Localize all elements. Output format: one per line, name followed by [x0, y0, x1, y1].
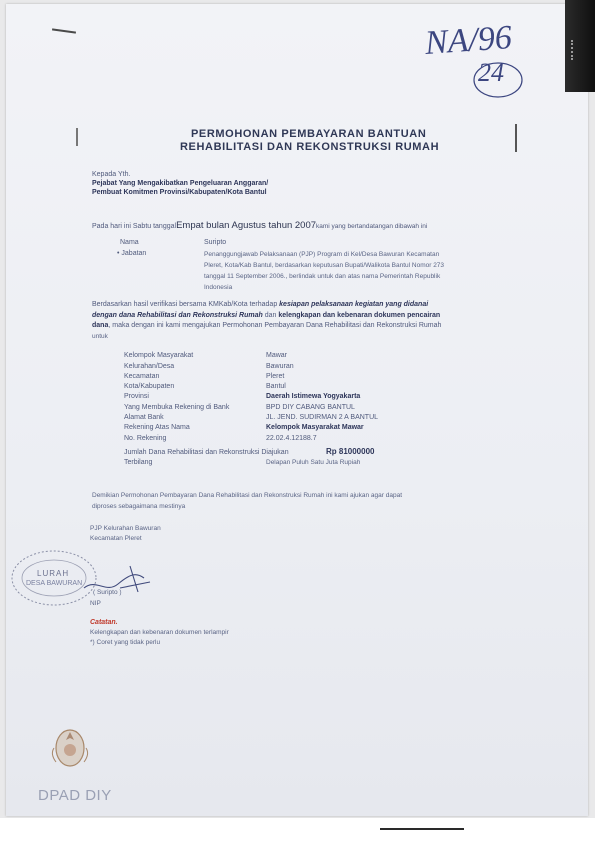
detail-value: Bantul [266, 383, 286, 390]
name-label: Nama [120, 239, 139, 246]
role-label-text: Jabatan [121, 250, 147, 257]
detail-value: JL. JEND. SUDIRMAN 2 A BANTUL [266, 414, 379, 421]
detail-value: Bawuran [266, 363, 294, 370]
body-text: Berdasarkan hasil verifikasi bersama KMKab/Kota terhadap [92, 301, 280, 308]
amount-label: Jumlah Dana Rehabilitasi dan Rekonstruksi Diajukan [124, 449, 289, 456]
notes-heading: Catatan. [90, 619, 118, 626]
signature-line-2: Kecamatan Pleret [90, 535, 142, 542]
body-emphasis: kelengkapan dan kebenaran dokumen pencairan [278, 312, 441, 319]
notes-line-1: Kelengkapan dan kebenaran dokumen terlampir [90, 629, 229, 636]
title-line-1: PERMOHONAN PEMBAYARAN BANTUAN [191, 128, 427, 140]
body-line-3 [92, 322, 441, 329]
signature-line-1: PJP Kelurahan Bawuran [90, 525, 161, 532]
bottom-margin [0, 818, 595, 842]
detail-value: BPD DIY CABANG BANTUL [266, 404, 355, 411]
scan-mark [76, 128, 78, 146]
handwritten-code: NA/96 [423, 19, 514, 62]
scan-mark [515, 124, 517, 152]
body-line-2 [92, 312, 440, 319]
role-line: tanggal 11 September 2006., berlindak untuk dan atas nama Pemerintah Republik [204, 273, 441, 280]
detail-label: Kelurahan/Desa [124, 363, 175, 370]
detail-value: Daerah Istimewa Yogyakarta [266, 393, 361, 400]
spelled-value: Delapan Puluh Satu Juta Rupiah [266, 459, 361, 466]
closing-line-1: Demikian Permohonan Pembayaran Dana Rehabilitasi dan Rekonstruksi Rumah ini kami ajukan agar dapat [92, 492, 403, 499]
intro-prefix: Pada hari ini Sabtu tanggal [92, 223, 177, 230]
amount-value: Rp 81000000 [326, 447, 375, 456]
detail-label: Kecamatan [124, 373, 160, 380]
detail-value: Mawar [266, 352, 288, 359]
body-emphasis: dana [92, 322, 109, 329]
body-emphasis: kesiapan pelaksanaan kegiatan yang didanai [279, 301, 429, 308]
stamp-top-text: LURAH [37, 569, 70, 578]
detail-label: Rekening Atas Nama [124, 424, 190, 431]
emblem-watermark [48, 724, 92, 774]
scan-edge [565, 0, 595, 92]
handwritten-circle [470, 60, 526, 102]
detail-label: Alamat Bank [124, 414, 164, 421]
stamp-bottom-text: DESA BAWURAN [26, 580, 83, 587]
body-emphasis: dengan dana Rehabilitasi dan Rekonstruksi Rumah [92, 312, 263, 319]
detail-value: Pleret [266, 373, 285, 380]
role-line: Pleret, Kota/Kab Bantul, berdasarkan keputusan Bupati/Walikota Bantul Nomor 273 [204, 262, 445, 269]
addressee-line-2: Pembuat Komitmen Provinsi/Kabupaten/Kota Bantul [92, 189, 267, 196]
detail-label: Provinsi [124, 393, 149, 400]
notes-line-2: *) Coret yang tidak perlu [90, 639, 161, 646]
handwritten-number: 24 [478, 58, 504, 87]
body-line-4: untuk [92, 333, 108, 340]
intro-line [92, 220, 427, 231]
detail-label: Kota/Kabupaten [124, 383, 175, 390]
detail-label: Yang Membuka Rekening di Bank [124, 404, 230, 411]
body-text: , maka dengan ini kami mengajukan Permohonan Pembayaran Dana Rehabilitasi dan Rekonstruksi Rumah [108, 322, 442, 329]
body-line-1 [92, 301, 428, 308]
detail-value: Kelompok Masyarakat Mawar [266, 424, 364, 431]
body-text: dan [262, 312, 279, 319]
title-line-2: REHABILITASI DAN REKONSTRUKSI RUMAH [180, 141, 440, 153]
signature-name: ( Suripto ) [93, 589, 122, 596]
spelled-label: Terbilang [124, 459, 153, 466]
intro-date: Empat bulan Agustus tahun 2007 [176, 220, 317, 231]
addressee-line-1: Pejabat Yang Mengakibatkan Pengeluaran Anggaran/ [92, 180, 269, 187]
name-value: Suripto [204, 239, 227, 246]
detail-label: No. Rekening [124, 435, 167, 442]
detail-label: Kelompok Masyarakat [124, 352, 194, 359]
detail-value: 22.02.4.12188.7 [266, 435, 317, 442]
watermark-text: DPAD DIY [38, 787, 112, 804]
role-label: • Jabatan [117, 250, 147, 257]
signature-nip: NIP [90, 600, 101, 607]
bottom-rule [380, 828, 464, 830]
role-line: Penanggungjawab Pelaksanaan (PJP) Program di Kel/Desa Bawuran Kecamatan [204, 251, 440, 258]
greeting: Kepada Yth. [92, 171, 131, 178]
intro-suffix: kami yang bertandatangan dibawah ini [316, 223, 428, 230]
closing-line-2: diproses sebagaimana mestinya [92, 503, 186, 510]
role-line: Indonesia [204, 284, 233, 291]
